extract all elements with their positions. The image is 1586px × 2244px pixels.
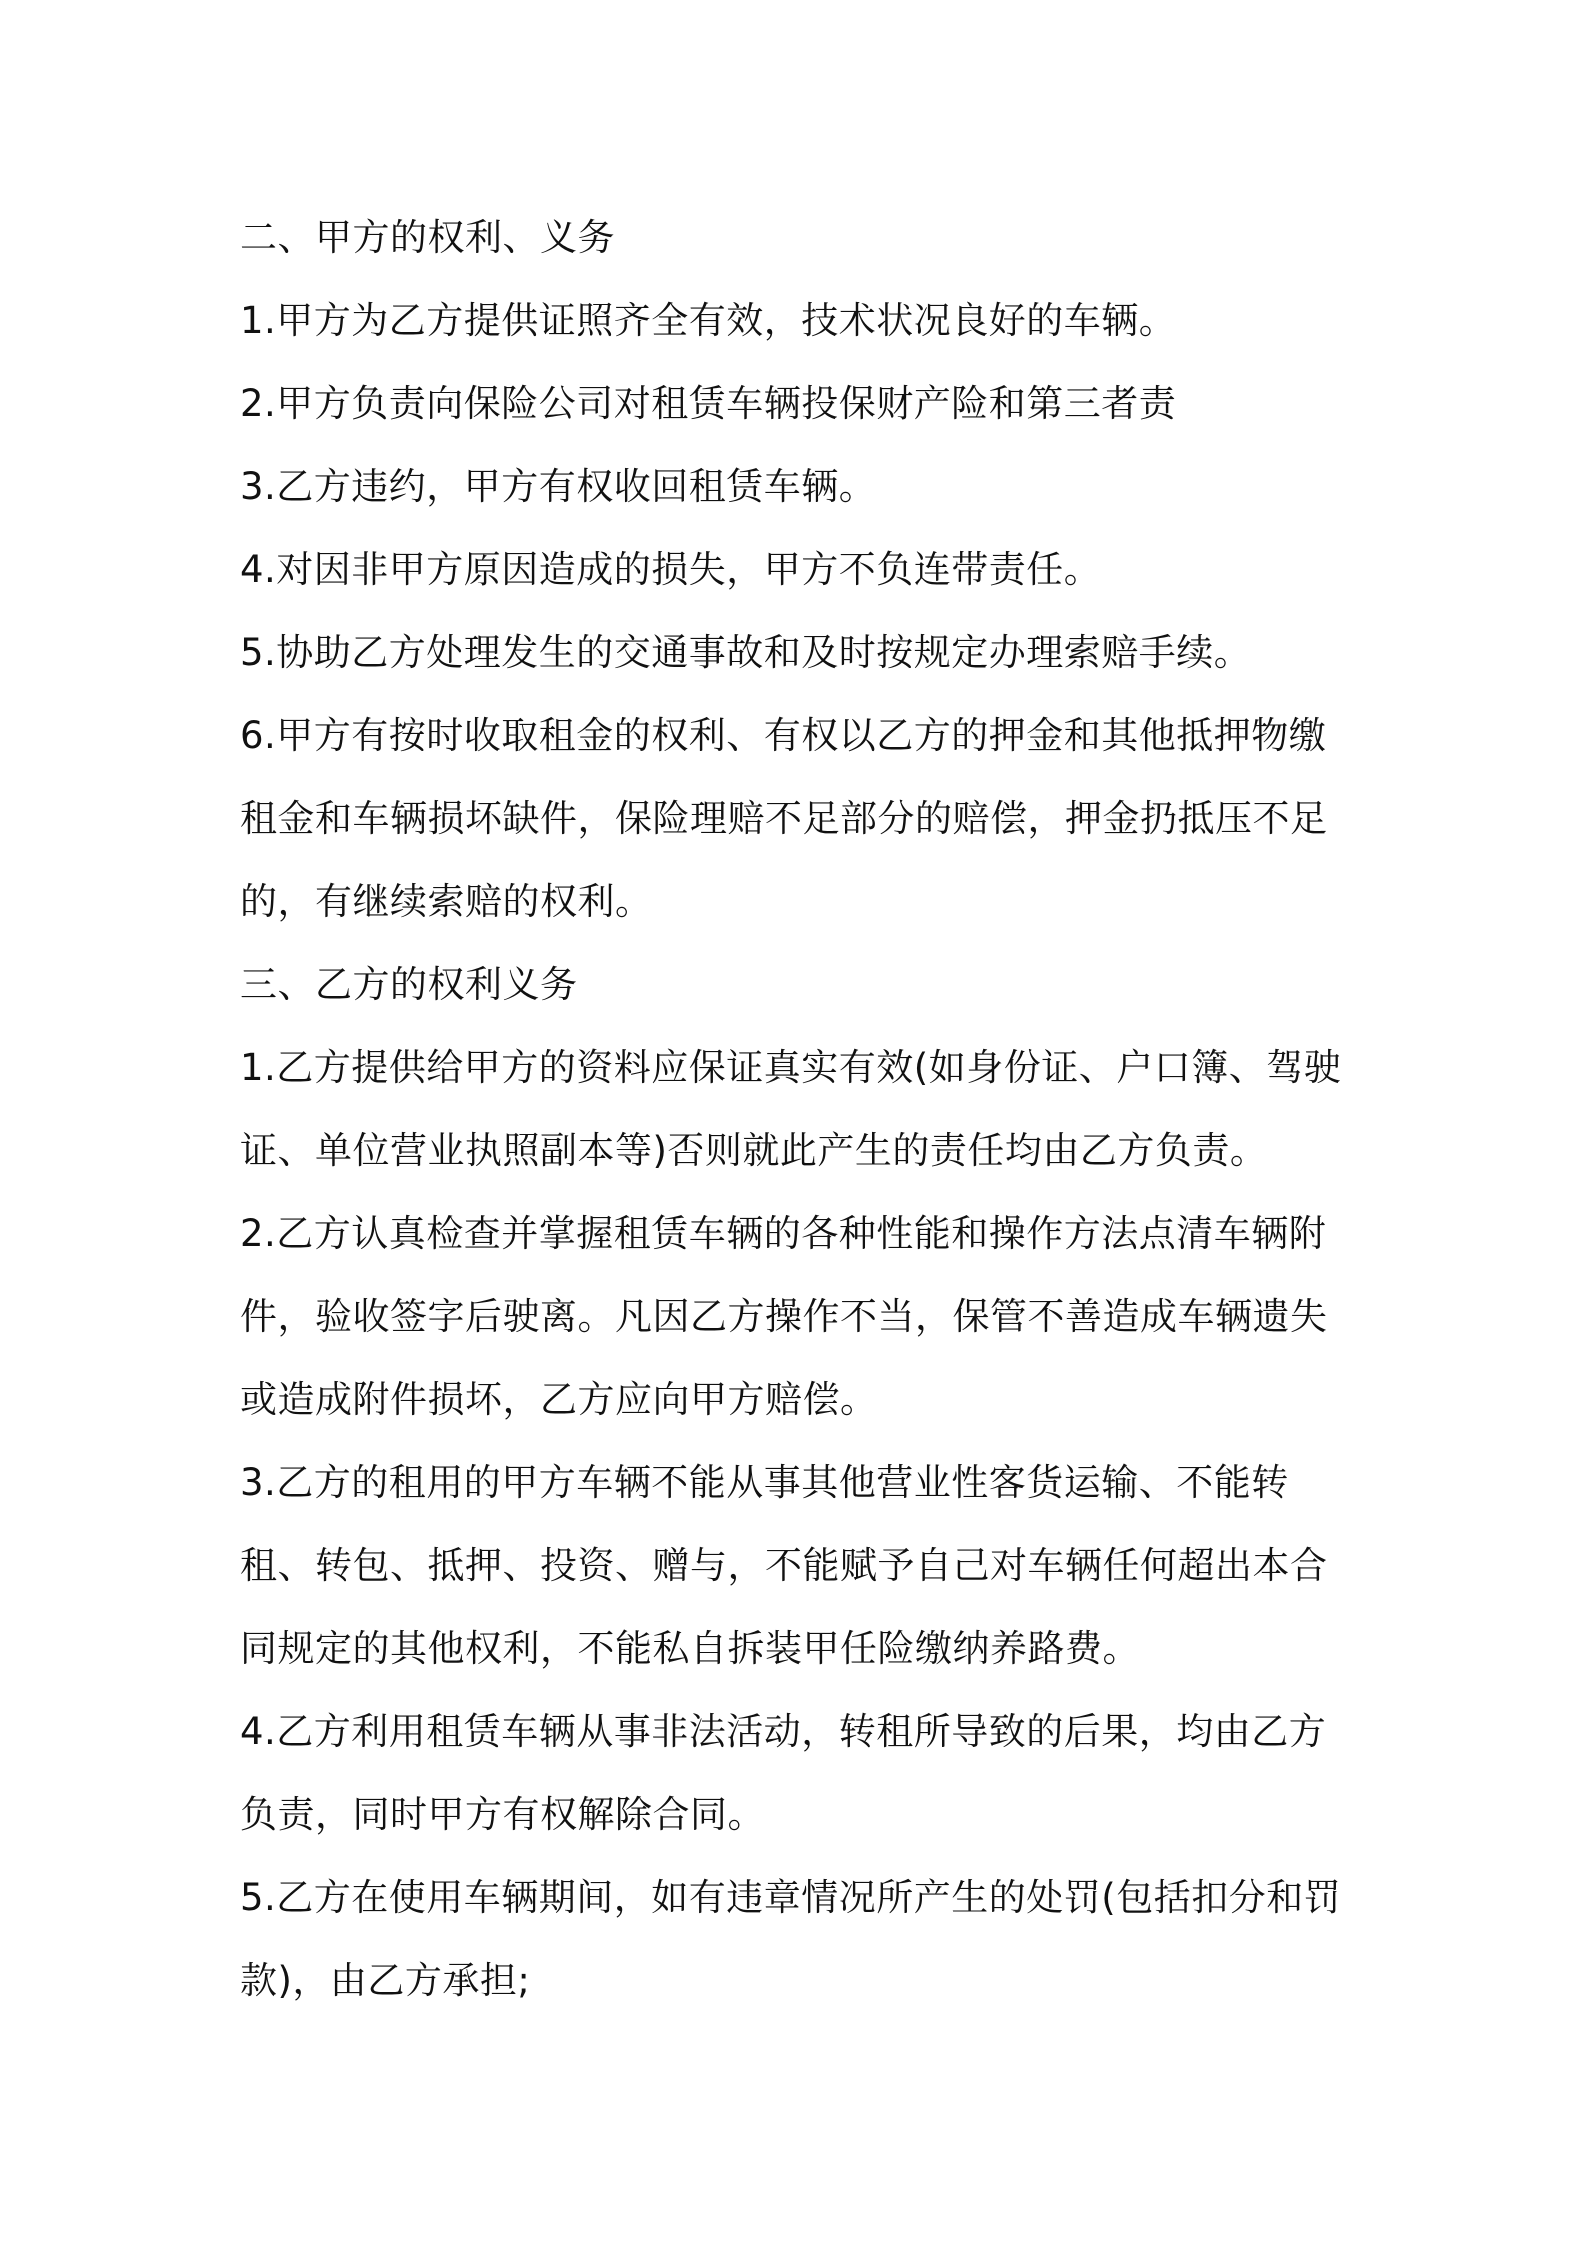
- clause-b-1: 1.乙方提供给甲方的资料应保证真实有效(如身份证、户口簿、驾驶证、单位营业执照副本等)否则就此产生的责任均由乙方负责。: [240, 1046, 1342, 1172]
- clause-b-2: 2.乙方认真检查并掌握租赁车辆的各种性能和操作方法点清车辆附件，验收签字后驶离。凡因乙方操作不当，保管不善造成车辆遗失或造成附件损坏，乙方应向甲方赔偿。: [240, 1212, 1328, 1421]
- section-heading-party-b: 三、乙方的权利义务: [240, 963, 578, 1006]
- clause-a-1: 1.甲方为乙方提供证照齐全有效，技术状况良好的车辆。: [240, 299, 1177, 342]
- document-body: [240, 196, 1360, 2022]
- clause-a-4: 4.对因非甲方原因造成的损失，甲方不负连带责任。: [240, 548, 1102, 591]
- clause-b-4: 4.乙方利用租赁车辆从事非法活动，转租所导致的后果，均由乙方负责，同时甲方有权解除合同。: [240, 1710, 1327, 1836]
- clause-b-5: 5.乙方在使用车辆期间，如有违章情况所产生的处罚(包括扣分和罚款)，由乙方承担;: [240, 1876, 1342, 2002]
- clause-a-6: 6.甲方有按时收取租金的权利、有权以乙方的押金和其他抵押物缴租金和车辆损坏缺件，保险理赔不足部分的赔偿，押金扔抵压不足的，有继续索赔的权利。: [240, 714, 1328, 923]
- clause-a-3: 3.乙方违约，甲方有权收回租赁车辆。: [240, 465, 877, 508]
- clause-a-2: 2.甲方负责向保险公司对租赁车辆投保财产险和第三者责: [240, 382, 1177, 425]
- clause-b-3: 3.乙方的租用的甲方车辆不能从事其他营业性客货运输、不能转租、转包、抵押、投资、赠与，不能赋予自己对车辆任何超出本合同规定的其他权利，不能私自拆装甲任险缴纳养路费。: [240, 1461, 1328, 1670]
- clause-a-5: 5.协助乙方处理发生的交通事故和及时按规定办理索赔手续。: [240, 631, 1252, 674]
- section-heading-party-a: 二、甲方的权利、义务: [240, 216, 615, 259]
